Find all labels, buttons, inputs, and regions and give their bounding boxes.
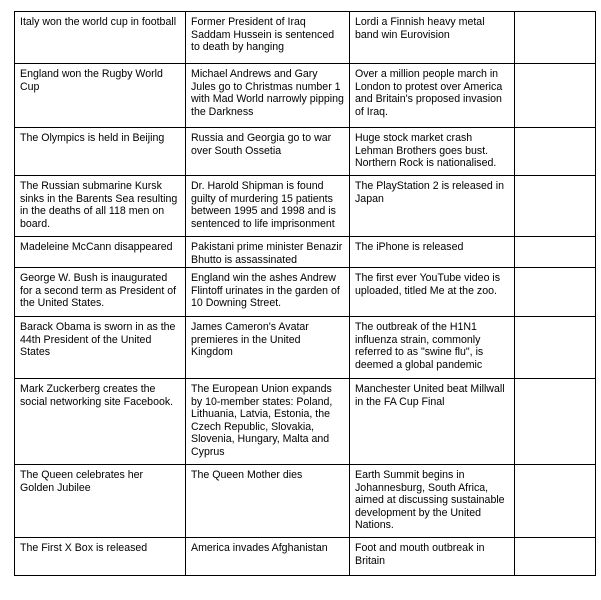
table-cell: England won the Rugby World Cup [15,64,186,128]
table-cell: George W. Bush is inaugurated for a second term as President of the United States. [15,268,186,317]
events-table [14,11,596,576]
table-cell: The PlayStation 2 is released in Japan [350,176,515,237]
table-cell: James Cameron's Avatar premieres in the United Kingdom [186,317,350,379]
table-cell: Mark Zuckerberg creates the social networking site Facebook. [15,379,186,465]
table-row [15,379,596,465]
table-cell: Earth Summit begins in Johannesburg, South Africa, aimed at discussing sustainable development by the United Nations. [350,465,515,538]
table-row [15,12,596,64]
table-row [15,317,596,379]
table-cell: Russia and Georgia go to war over South Ossetia [186,128,350,176]
table-cell: Pakistani prime minister Benazir Bhutto is assassinated [186,237,350,268]
table-cell: America invades Afghanistan [186,538,350,576]
table-cell-empty [515,237,596,268]
table-cell-empty [515,268,596,317]
table-cell-empty [515,176,596,237]
table-cell: Over a million people march in London to protest over America and Britain's proposed invasion of Iraq. [350,64,515,128]
table-cell: The Queen celebrates her Golden Jubilee [15,465,186,538]
table-cell-empty [515,12,596,64]
table-row [15,268,596,317]
table-cell: The iPhone is released [350,237,515,268]
table-cell: The Russian submarine Kursk sinks in the Barents Sea resulting in the deaths of all 118 men on board. [15,176,186,237]
table-cell-empty [515,64,596,128]
table-cell: The European Union expands by 10-member states: Poland, Lithuania, Latvia, Estonia, the Czech Republic, Slovakia, Slovenia, Hungary, Malta and Cyprus [186,379,350,465]
table-cell: Lordi a Finnish heavy metal band win Eurovision [350,12,515,64]
table-cell-empty [515,465,596,538]
table-row [15,128,596,176]
table-cell: The Queen Mother dies [186,465,350,538]
table-cell: Dr. Harold Shipman is found guilty of murdering 15 patients between 1995 and 1998 and is sentenced to life imprisonment [186,176,350,237]
table-cell-empty [515,379,596,465]
table-cell: The First X Box is released [15,538,186,576]
table-cell-empty [515,128,596,176]
table-row [15,64,596,128]
table-cell-empty [515,317,596,379]
table-row [15,176,596,237]
table-cell: Barack Obama is sworn in as the 44th President of the United States [15,317,186,379]
table-cell: The first ever YouTube video is uploaded, titled Me at the zoo. [350,268,515,317]
table-cell: Michael Andrews and Gary Jules go to Christmas number 1 with Mad World narrowly pipping the Darkness [186,64,350,128]
table-cell: The Olympics is held in Beijing [15,128,186,176]
table-row [15,538,596,576]
table-cell: Madeleine McCann disappeared [15,237,186,268]
table-cell: Italy won the world cup in football [15,12,186,64]
table-cell: Manchester United beat Millwall in the FA Cup Final [350,379,515,465]
table-cell: The outbreak of the H1N1 influenza strain, commonly referred to as "swine flu", is deemed a global pandemic [350,317,515,379]
table-cell: Foot and mouth outbreak in Britain [350,538,515,576]
table-cell: England win the ashes Andrew Flintoff urinates in the garden of 10 Downing Street. [186,268,350,317]
table-cell: Former President of Iraq Saddam Hussein is sentenced to death by hanging [186,12,350,64]
table-row [15,465,596,538]
table-cell: Huge stock market crash Lehman Brothers goes bust. Northern Rock is nationalised. [350,128,515,176]
table-cell-empty [515,538,596,576]
table-row [15,237,596,268]
